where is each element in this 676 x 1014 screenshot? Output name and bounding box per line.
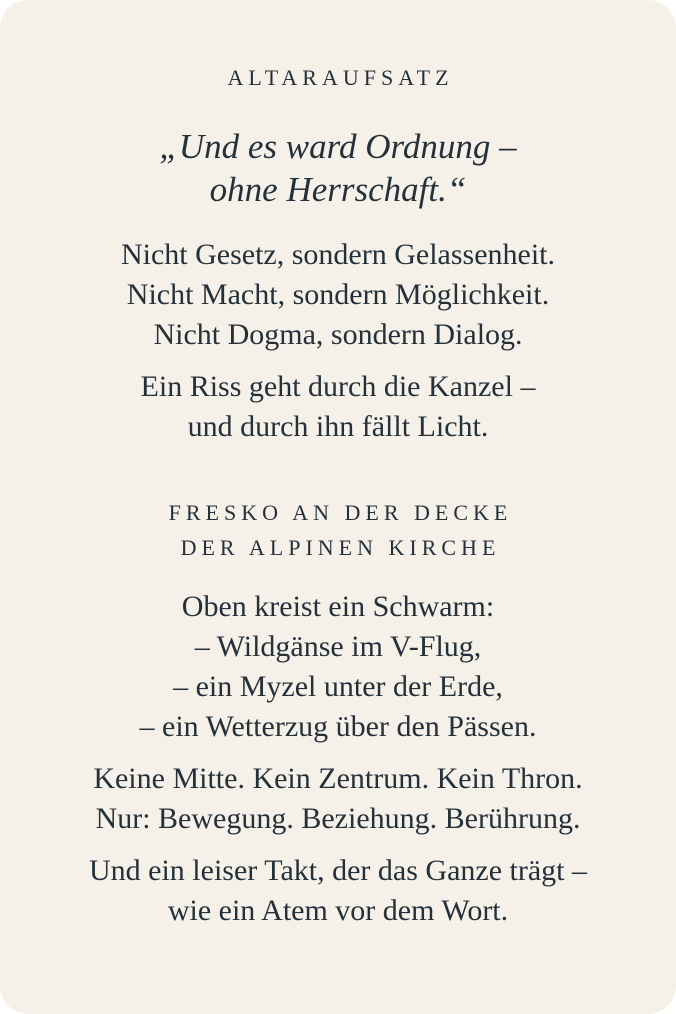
poem-line: und durch ihn fällt Licht.: [187, 410, 489, 443]
poem-line: Keine Mitte. Kein Zentrum. Kein Thron.: [93, 762, 583, 795]
stanza: [28, 587, 648, 747]
poem-line: – Wildgänse im V-Flug,: [194, 630, 482, 663]
poem-line: – ein Wetterzug über den Pässen.: [139, 710, 537, 743]
stanza: [28, 759, 648, 839]
section-title-line: ALTARAUFSATZ: [227, 65, 454, 90]
stanza: [28, 851, 648, 931]
poem-line: Und ein leiser Takt, der das Ganze trägt –: [88, 854, 587, 887]
poem-line: – ein Myzel unter der Erde,: [173, 670, 503, 703]
epigraph-quote: [28, 125, 648, 211]
section-fresko: [28, 495, 648, 931]
quote-line: ohne Herrschaft.“: [209, 170, 467, 209]
poem-line: Nicht Macht, sondern Möglichkeit.: [126, 278, 550, 311]
section-title: [28, 495, 648, 565]
section-title: [28, 60, 648, 95]
poem-line: wie ein Atem vor dem Wort.: [167, 894, 509, 927]
section-title-line: FRESKO AN DER DECKE: [168, 500, 513, 525]
section-altaraufsatz: [28, 60, 648, 447]
poem-line: Nicht Gesetz, sondern Gelassenheit.: [120, 238, 556, 271]
section-title-line: DER ALPINEN KIRCHE: [180, 535, 501, 560]
stanza: [28, 367, 648, 447]
poem-line: Nicht Dogma, sondern Dialog.: [153, 318, 523, 351]
stanza: [28, 235, 648, 355]
poem-line: Nur: Bewegung. Beziehung. Berührung.: [95, 802, 581, 835]
quote-line: „Und es ward Ordnung –: [159, 127, 517, 166]
poem-line: Ein Riss geht durch die Kanzel –: [140, 370, 536, 403]
poem-line: Oben kreist ein Schwarm:: [181, 590, 495, 623]
